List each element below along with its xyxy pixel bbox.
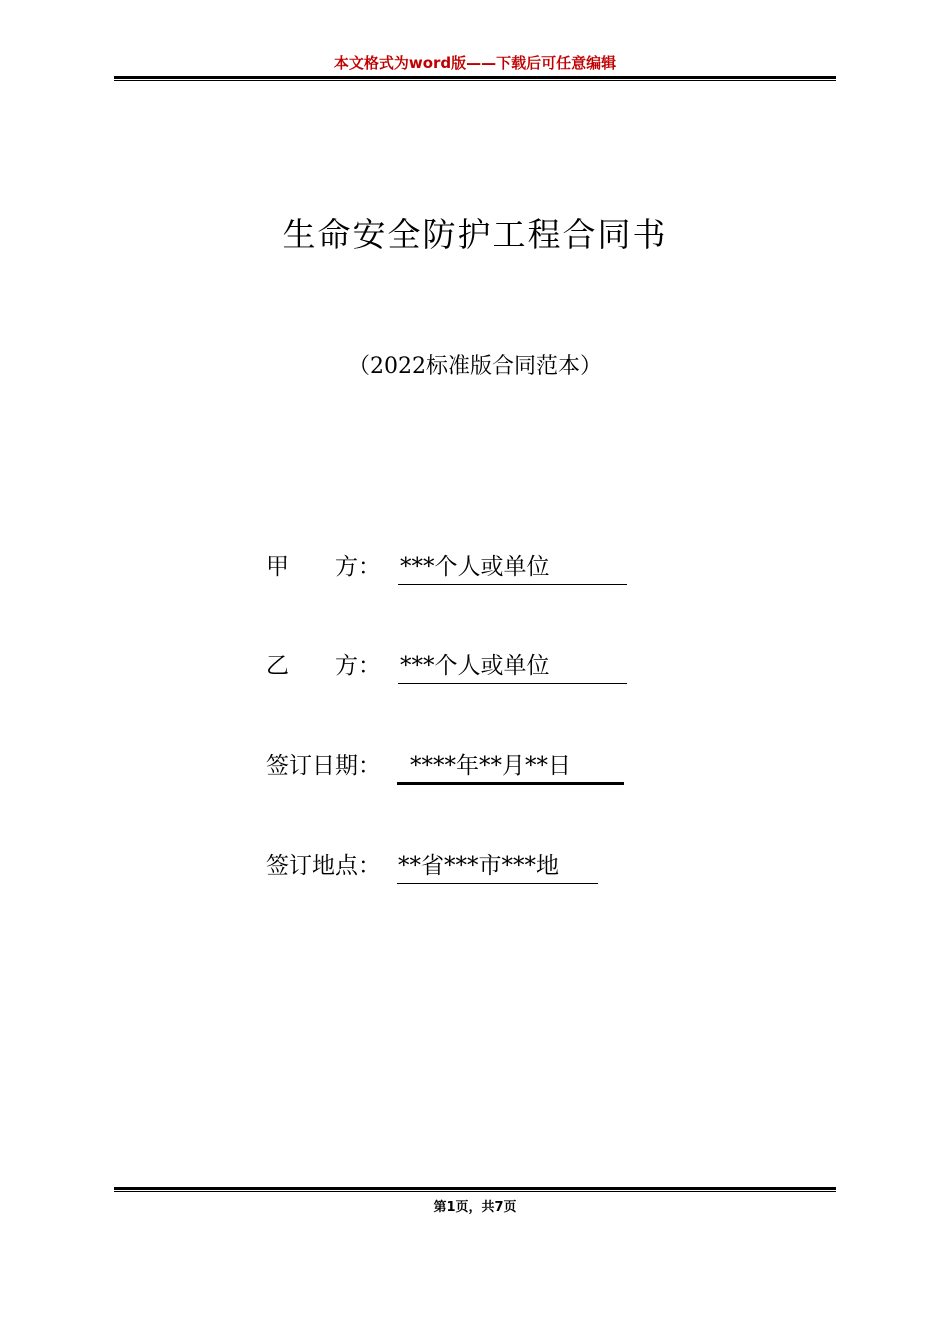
header-rule bbox=[114, 76, 836, 81]
sign-date-label: 签订日期： bbox=[266, 753, 381, 779]
footer-rule-thick bbox=[114, 1187, 836, 1190]
party-b-underline bbox=[398, 683, 627, 684]
party-b-label: 乙 方： bbox=[266, 653, 381, 679]
header-note: 本文格式为word版——下载后可任意编辑 bbox=[333, 54, 617, 72]
page-number: 第1页，共7页 bbox=[433, 1200, 517, 1215]
party-a-underline bbox=[398, 584, 627, 585]
sign-place-underline bbox=[397, 883, 598, 884]
party-b-value: ***个人或单位 bbox=[400, 653, 550, 679]
footer-rule bbox=[114, 1187, 836, 1192]
sign-place-value: **省***市***地 bbox=[398, 853, 559, 879]
document-title: 生命安全防护工程合同书 bbox=[282, 215, 668, 254]
document-subtitle: （2022标准版合同范本） bbox=[348, 354, 602, 379]
header-rule-thick bbox=[114, 76, 836, 79]
sign-date-underline bbox=[397, 782, 624, 785]
header-rule-thin bbox=[114, 80, 836, 81]
sign-place-label: 签订地点： bbox=[266, 853, 381, 879]
party-a-label: 甲 方： bbox=[266, 554, 381, 580]
sign-date-value: ****年**月**日 bbox=[410, 753, 571, 779]
party-a-value: ***个人或单位 bbox=[400, 554, 550, 580]
footer-rule-thin bbox=[114, 1191, 836, 1192]
